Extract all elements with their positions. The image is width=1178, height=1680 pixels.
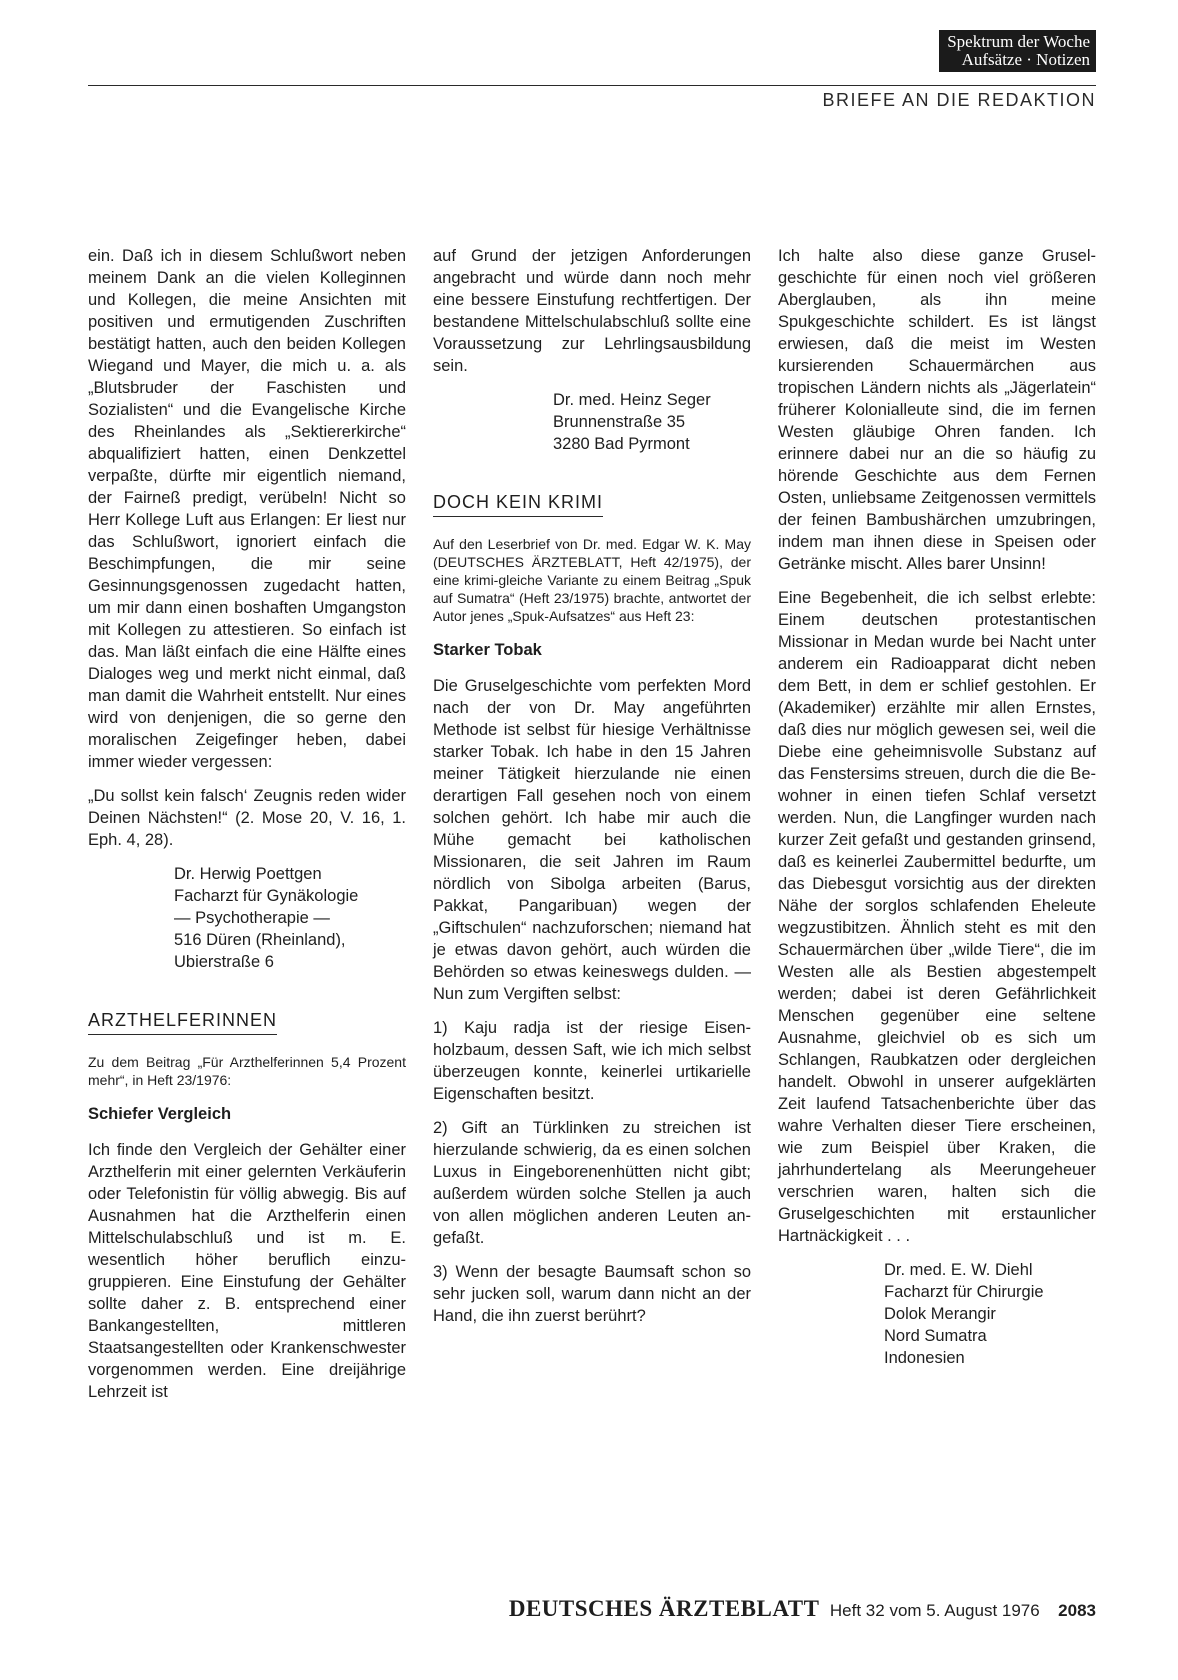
letter-diehl-paragraph-3: Eine Begebenheit, die ich selbst erlebte: Einem deutschen protestantischen Missionar in Medan wurde bei Nacht unter anderem ein Radioapparat dicht neben dem Bett, in dem er schlief gestohlen. Er (Akademiker) erzählte mir allen Ernstes, daß dies nur möglich gewesen sei, weil die Diebe eine geheimnisvolle Substanz auf das Fenstersims streuen, durch die die Bewohner in einen tiefen Schlaf versetzt werden. Nun, die Langfinger wurden nach kurzer Zeit gefaßt und gestanden grinsend, daß es keinerlei Zaubermittel bedurfte, um das Diebesgut vorsichtig aus der direkten Nähe der sorglos schlafenden Eheleute wegzustibitzen. Ähnlich steht es mit den Schauermärchen über „wilde Tiere“, die im Westen alle als Bestien abgestempelt werden; dabei ist deren Gefährlichkeit Menschen gegenüber eine seltene Ausnahme, gleichviel ob es sich um Schlangen, Raubkatzen oder dergleichen handelt. Obwohl in unserer aufgeklärten Zeit laufend Tatsachenberichte über das wahre Verhalten dieser Tiere erscheinen, wie zum Beispiel über Kraken, die jahrhundertelang als Meerungeheuer verschrien waren, halten sich die Gruselgeschichten mit erstaunlicher Hartnäckigkeit . . .	[778, 589, 1096, 1245]
letter-diehl-paragraph-2: Ich halte also diese ganze Gruselgeschichte für einen noch viel größeren Aberglauben, als ihn meine Spukgeschichte schildert. Es ist längst erwiesen, daß die meist im Westen kursierenden Schauermärchen aus tropischen Ländern nichts als „Jägerlatein“ früherer Kolonialleute sind, die im fernen Westen gläubige Ohren fanden. Ich erinnere dabei nur an die so häufig zu hörende Geschichte aus dem Fernen Osten, unliebsame Zeitgenossen vermittels der feinen Bambushärchen umzubringen, indem man ihnen diese in Speisen oder Getränke mischt. Alles barer Unsinn!	[778, 247, 1096, 573]
signature-poettgen	[88, 863, 406, 973]
topic-intro: Zu dem Beitrag „Für Arzthelferinnen 5,4 Prozent mehr“, in Heft 23/1976:	[88, 1054, 406, 1088]
letter-diehl-paragraph-1: Die Gruselgeschichte vom perfekten Mord nach der von Dr. May angeführten Methode ist selbst für hiesige Verhältnisse starker Tobak. Ich habe in den 15 Jahren meiner Tätigkeit hierzulande nie einen derartigen Fall gesehen noch von einem solchen gehört. Ich habe mir auch die Mühe gemacht bei katholischen Missionaren, die seit Jahren im Raum nördlich von Sibolga arbeiten (Barus, Pakkat, Pangaribuan) wegen der „Giftschulen“ nachzuforschen; niemand hat je etwas davon gehört, auch würden die Behörden so etwas keineswegs dulden. — Nun zum Vergiften selbst:	[433, 677, 751, 1003]
letter-diehl-point-2: 2) Gift an Türklinken zu streichen ist hierzulande schwierig, da es einen solchen Luxus in Eingeborenenhütten nicht gibt; außerdem würden solche Stellen ja auch von allen möglichen anderen Leuten angefaßt.	[433, 1119, 751, 1247]
column-2	[433, 245, 751, 1339]
signature-line: 516 Düren (Rheinland),	[174, 931, 346, 949]
issue-info: Heft 32 vom 5. August 1976	[829, 1601, 1040, 1620]
signature-line: Facharzt für Gynäkologie	[174, 887, 359, 905]
letter-poettgen-paragraph-1: ein. Daß ich in diesem Schlußwort neben meinem Dank an die vielen Kolleginnen und Kollegen, die meine Ansichten mit positiven und ermutigenden Zuschriften bestätigt hatten, auch den beiden Kollegen Wiegand und Mayer, die mich u. a. als „Blutsbruder der Faschisten und Sozialisten“ und die Evangelische Kirche des Rheinlandes als „Sektiererkirche“ abqualifiziert hatten, einen Denkzettel verpaßte, dürfte mir eigentlich niemand, der Fairneß predigt, verübeln! Nicht so Herr Kollege Luft aus Erlangen: Er liest nur das Schlußwort, ignoriert einfach die Beschimpfungen, die mir seine Gesinnungsgenossen zugedacht hatten, um mir dann einen boshaften Umgangston mit Kollegen zu attestieren. So einfach ist das. Man läßt einfach die eine Hälfte eines Dialoges weg und merkt nicht einmal, daß man damit die Wahrheit entstellt. Nur eines wird von denjenigen, die so gerne den moralischen Zeigefinger heben, dabei immer wieder vergessen:	[88, 247, 406, 771]
letter-title-starker-tobak: Starker Tobak	[433, 641, 542, 659]
section-label: BRIEFE AN DIE REDAKTION	[822, 90, 1096, 110]
column-1	[88, 245, 406, 1415]
page-footer	[509, 1596, 1096, 1622]
signature-line: Nord Sumatra	[884, 1327, 987, 1345]
section-brand-box	[939, 30, 1096, 72]
letter-title-schiefer-vergleich: Schiefer Vergleich	[88, 1105, 232, 1123]
topic-intro: Auf den Leserbrief von Dr. med. Edgar W. K. May (DEUTSCHES ÄRZTEBLATT, Heft 42/1975), der eine krimi-gleiche Variante zu einem Beitrag „Spuk auf Sumatra“ (Heft 23/1975) brachte, antwortet der Autor jenes „Spuk-Aufsatzes“ aus Heft 23:	[433, 536, 751, 624]
journal-name: DEUTSCHES ÄRZTEBLATT	[508, 1596, 820, 1621]
signature-line: 3280 Bad Pyrmont	[553, 435, 690, 453]
letter-diehl-point-3: 3) Wenn der besagte Baumsaft schon so sehr jucken soll, warum dann nicht an der Hand, die ihn zuerst berührt?	[433, 1263, 751, 1325]
letter-seger-paragraph-1: Ich finde den Vergleich der Gehälter einer Arzthelferin mit einer gelernten Verkäuferin oder Telefonistin für völlig abwegig. Bis auf Ausnahmen hat die Arzthelferin einen Mittelschulabschluß und ist m. E. wesentlich höher beruflich einzugruppieren. Eine Einstufung der Gehälter sollte daher z. B. entsprechend einer Bankangestellten, mittleren Staatsangestellten oder Krankenschwester vorgenommen werden. Eine dreijährige Lehrzeit ist	[88, 1141, 406, 1401]
signature-line: Indonesien	[884, 1349, 965, 1367]
column-3	[778, 245, 1096, 1383]
brand-line-1: Spektrum der Woche	[947, 32, 1090, 51]
signature-seger	[433, 389, 751, 455]
signature-line: Facharzt für Chirurgie	[884, 1283, 1044, 1301]
letter-poettgen-quote: „Du sollst kein falsch‘ Zeugnis reden wider Deinen Nächsten!“ (2. Mose 20, V. 16, 1. Eph. 4, 28).	[88, 787, 406, 849]
page-number: 2083	[1058, 1601, 1096, 1620]
signature-line: Dr. Herwig Poettgen	[174, 865, 322, 883]
signature-line: — Psychotherapie —	[174, 909, 330, 927]
header-rule	[88, 85, 1096, 86]
signature-line: Brunnenstraße 35	[553, 413, 686, 431]
signature-line: Dr. med. Heinz Seger	[553, 391, 711, 409]
letter-seger-paragraph-2: auf Grund der jetzigen Anforderungen angebracht und würde dann noch mehr eine bessere Einstufung rechtfertigen. Der bestandene Mittelschulabschluß sollte eine Voraussetzung zur Lehrlingsausbildung sein.	[433, 247, 751, 375]
letter-diehl-point-1: 1) Kaju radja ist der riesige Eisenholzbaum, dessen Saft, wie ich mich selbst überzeugen konnte, keinerlei urtikarielle Eigenschaften besitzt.	[433, 1019, 751, 1103]
signature-line: Dr. med. E. W. Diehl	[884, 1261, 1033, 1279]
signature-diehl	[778, 1259, 1096, 1369]
signature-line: Dolok Merangir	[884, 1305, 996, 1323]
topic-heading-doch-kein-krimi: DOCH KEIN KRIMI	[433, 491, 603, 517]
signature-line: Ubierstraße 6	[174, 953, 274, 971]
brand-line-2: Aufsätze · Notizen	[961, 50, 1090, 69]
topic-heading-arzthelferinnen: ARZTHELFERINNEN	[88, 1009, 277, 1035]
